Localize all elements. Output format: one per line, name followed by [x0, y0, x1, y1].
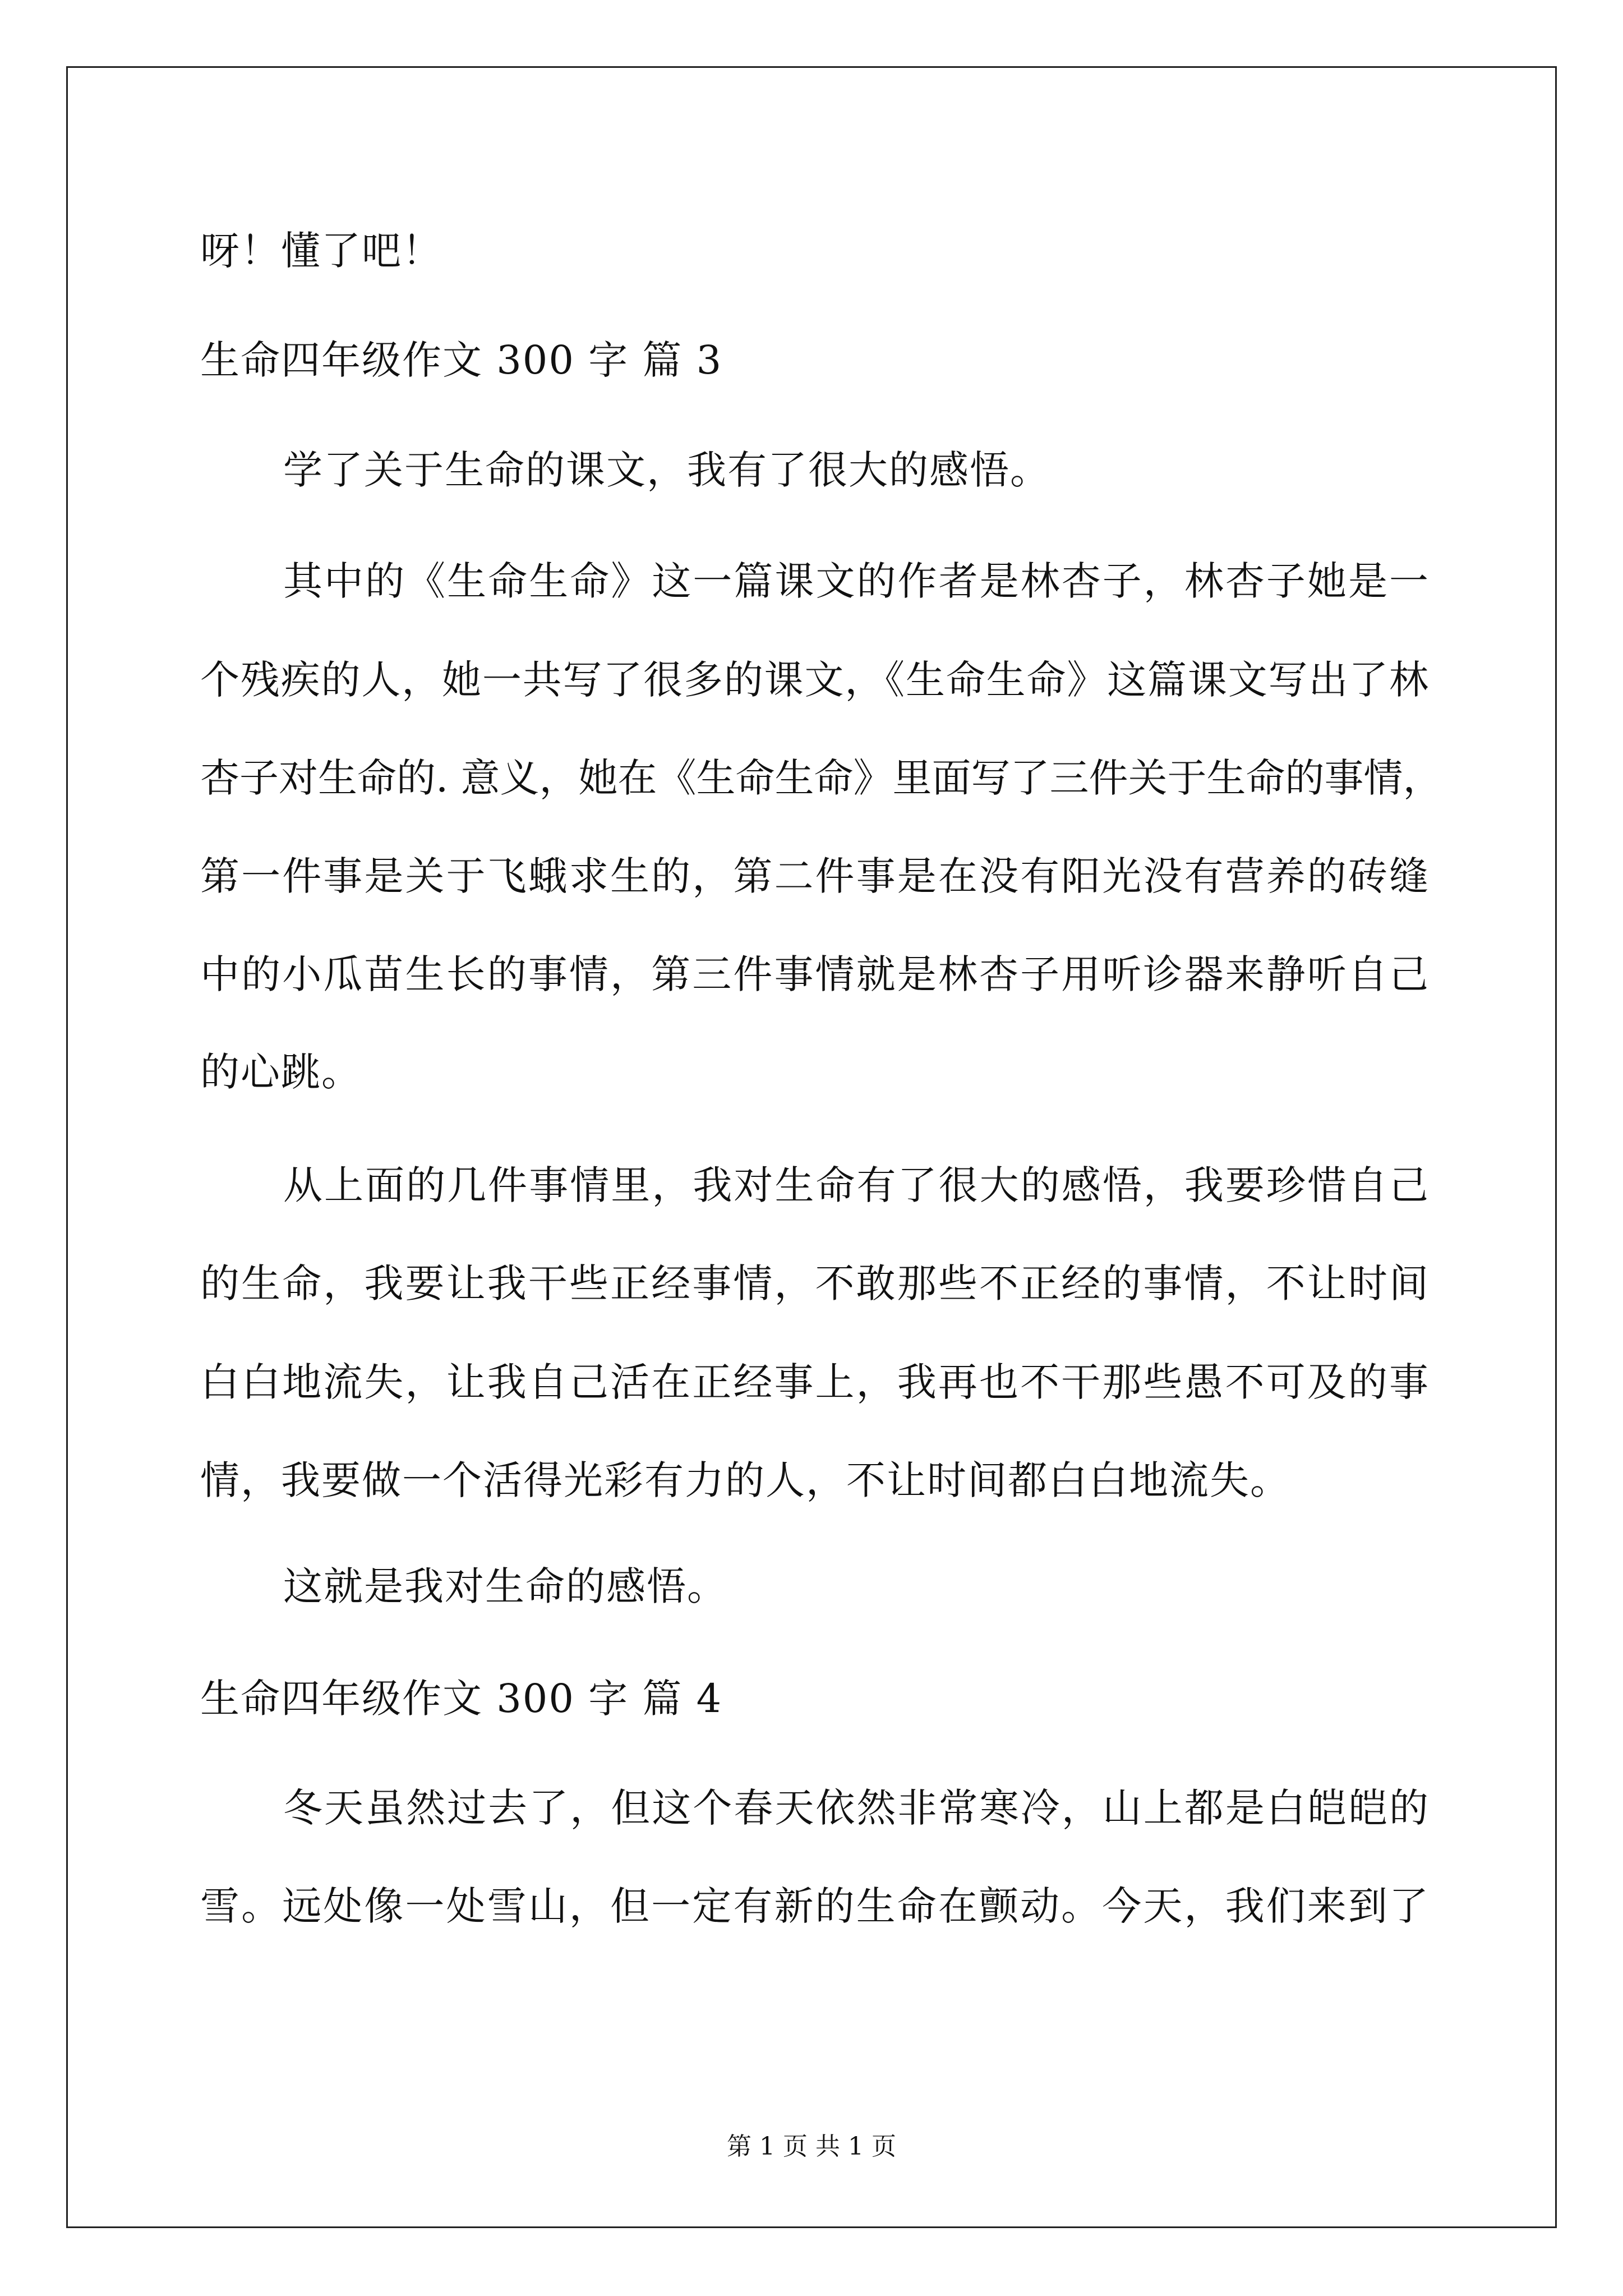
section-heading: 生命四年级作文 300 字 篇 3	[200, 337, 723, 383]
page-number-footer: 第 1 页 共 1 页	[727, 2132, 896, 2161]
paragraph-line: 的心跳。	[200, 1049, 362, 1095]
paragraph-line: 中的小瓜苗生长的事情，第三件事情就是林杏子用听诊器来静听自己	[200, 951, 1428, 997]
paragraph-line: 冬天虽然过去了，但这个春天依然非常寒冷，山上都是白皑皑的	[283, 1785, 1428, 1831]
paragraph-line: 杏子对生命的. 意义，她在《生命生命》里面写了三件关于生命的事情，	[200, 755, 1442, 801]
paragraph-line: 的生命，我要让我干些正经事情，不敢那些不正经的事情，不让时间	[200, 1260, 1428, 1306]
paragraph-line: 第一件事是关于飞蛾求生的，第二件事是在没有阳光没有营养的砖缝	[200, 853, 1428, 899]
paragraph-line: 其中的《生命生命》这一篇课文的作者是林杏子，林杏子她是一	[283, 558, 1428, 604]
paragraph-line: 这就是我对生命的感悟。	[283, 1563, 727, 1609]
paragraph-line: 学了关于生命的课文，我有了很大的感悟。	[283, 447, 1050, 493]
paragraph-line: 呀！懂了吧！	[200, 228, 442, 274]
paragraph-line: 个残疾的人，她一共写了很多的课文，《生命生命》这篇课文写出了林	[200, 657, 1428, 703]
section-heading: 生命四年级作文 300 字 篇 4	[200, 1676, 723, 1722]
paragraph-line: 情，我要做一个活得光彩有力的人，不让时间都白白地流失。	[200, 1457, 1290, 1503]
paragraph-line: 从上面的几件事情里，我对生命有了很大的感悟，我要珍惜自己	[283, 1162, 1428, 1208]
paragraph-line: 雪。远处像一处雪山，但一定有新的生命在颤动。今天，我们来到了	[200, 1883, 1428, 1929]
paragraph-line: 白白地流失，让我自己活在正经事上，我再也不干那些愚不可及的事	[200, 1359, 1428, 1405]
